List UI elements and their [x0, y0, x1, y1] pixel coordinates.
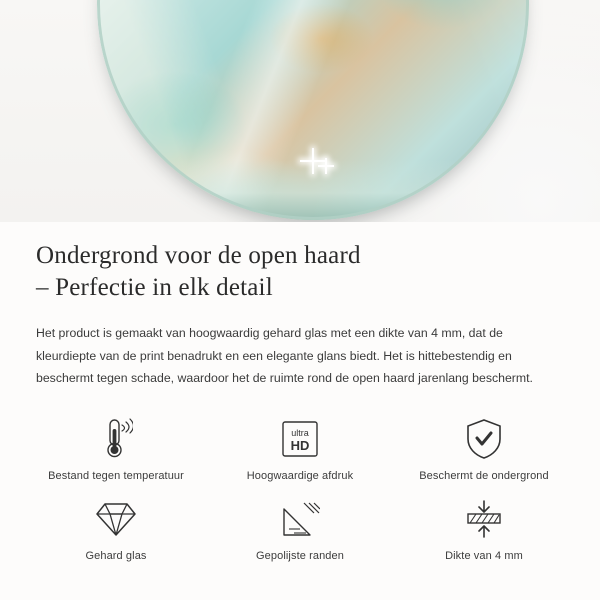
feature-label: Dikte van 4 mm	[445, 550, 523, 563]
shield-check-icon	[465, 416, 503, 462]
ultra-hd-icon	[280, 416, 320, 462]
feature-tempered-glass	[24, 496, 208, 562]
headline-line-1: Ondergrond voor de open haard	[36, 242, 361, 269]
polished-edges-icon	[280, 496, 320, 542]
svg-text:HD: HD	[290, 438, 310, 454]
feature-label: Gepolijste randen	[256, 550, 344, 563]
feature-polished-edges	[208, 496, 392, 562]
marble-print-artwork	[97, 0, 529, 220]
svg-text:ultra: ultra	[291, 428, 309, 439]
feature-label: Hoogwaardige afdruk	[246, 470, 354, 483]
text-content	[0, 222, 600, 390]
thickness-arrows-icon	[462, 496, 506, 542]
thermometer-icon	[99, 416, 133, 462]
page-title	[36, 240, 564, 304]
feature-protects-surface	[392, 416, 576, 482]
diamond-icon	[95, 496, 137, 542]
feature-thickness	[392, 496, 576, 562]
feature-high-quality-print	[208, 416, 392, 482]
description-paragraph: Het product is gemaakt van hoogwaardig gehard glas met een dikte van 4 mm, dat de kleurdiepte van de print benadrukt en een elegante glans biedt. Het is hittebestendig en beschermt tegen schade, waardoor het de ruimte rond de open haard jarenlang beschermt.	[36, 326, 533, 386]
feature-label: Bestand tegen temperatuur	[48, 470, 184, 483]
feature-label: Gehard glas	[85, 550, 147, 563]
feature-temperature-resistant	[24, 416, 208, 482]
hero-image	[0, 0, 600, 222]
headline-line-2: – Perfectie in elk detail	[36, 274, 273, 301]
feature-grid	[0, 416, 600, 562]
round-glass-panel	[97, 0, 529, 220]
feature-label: Beschermt de ondergrond	[419, 470, 549, 483]
